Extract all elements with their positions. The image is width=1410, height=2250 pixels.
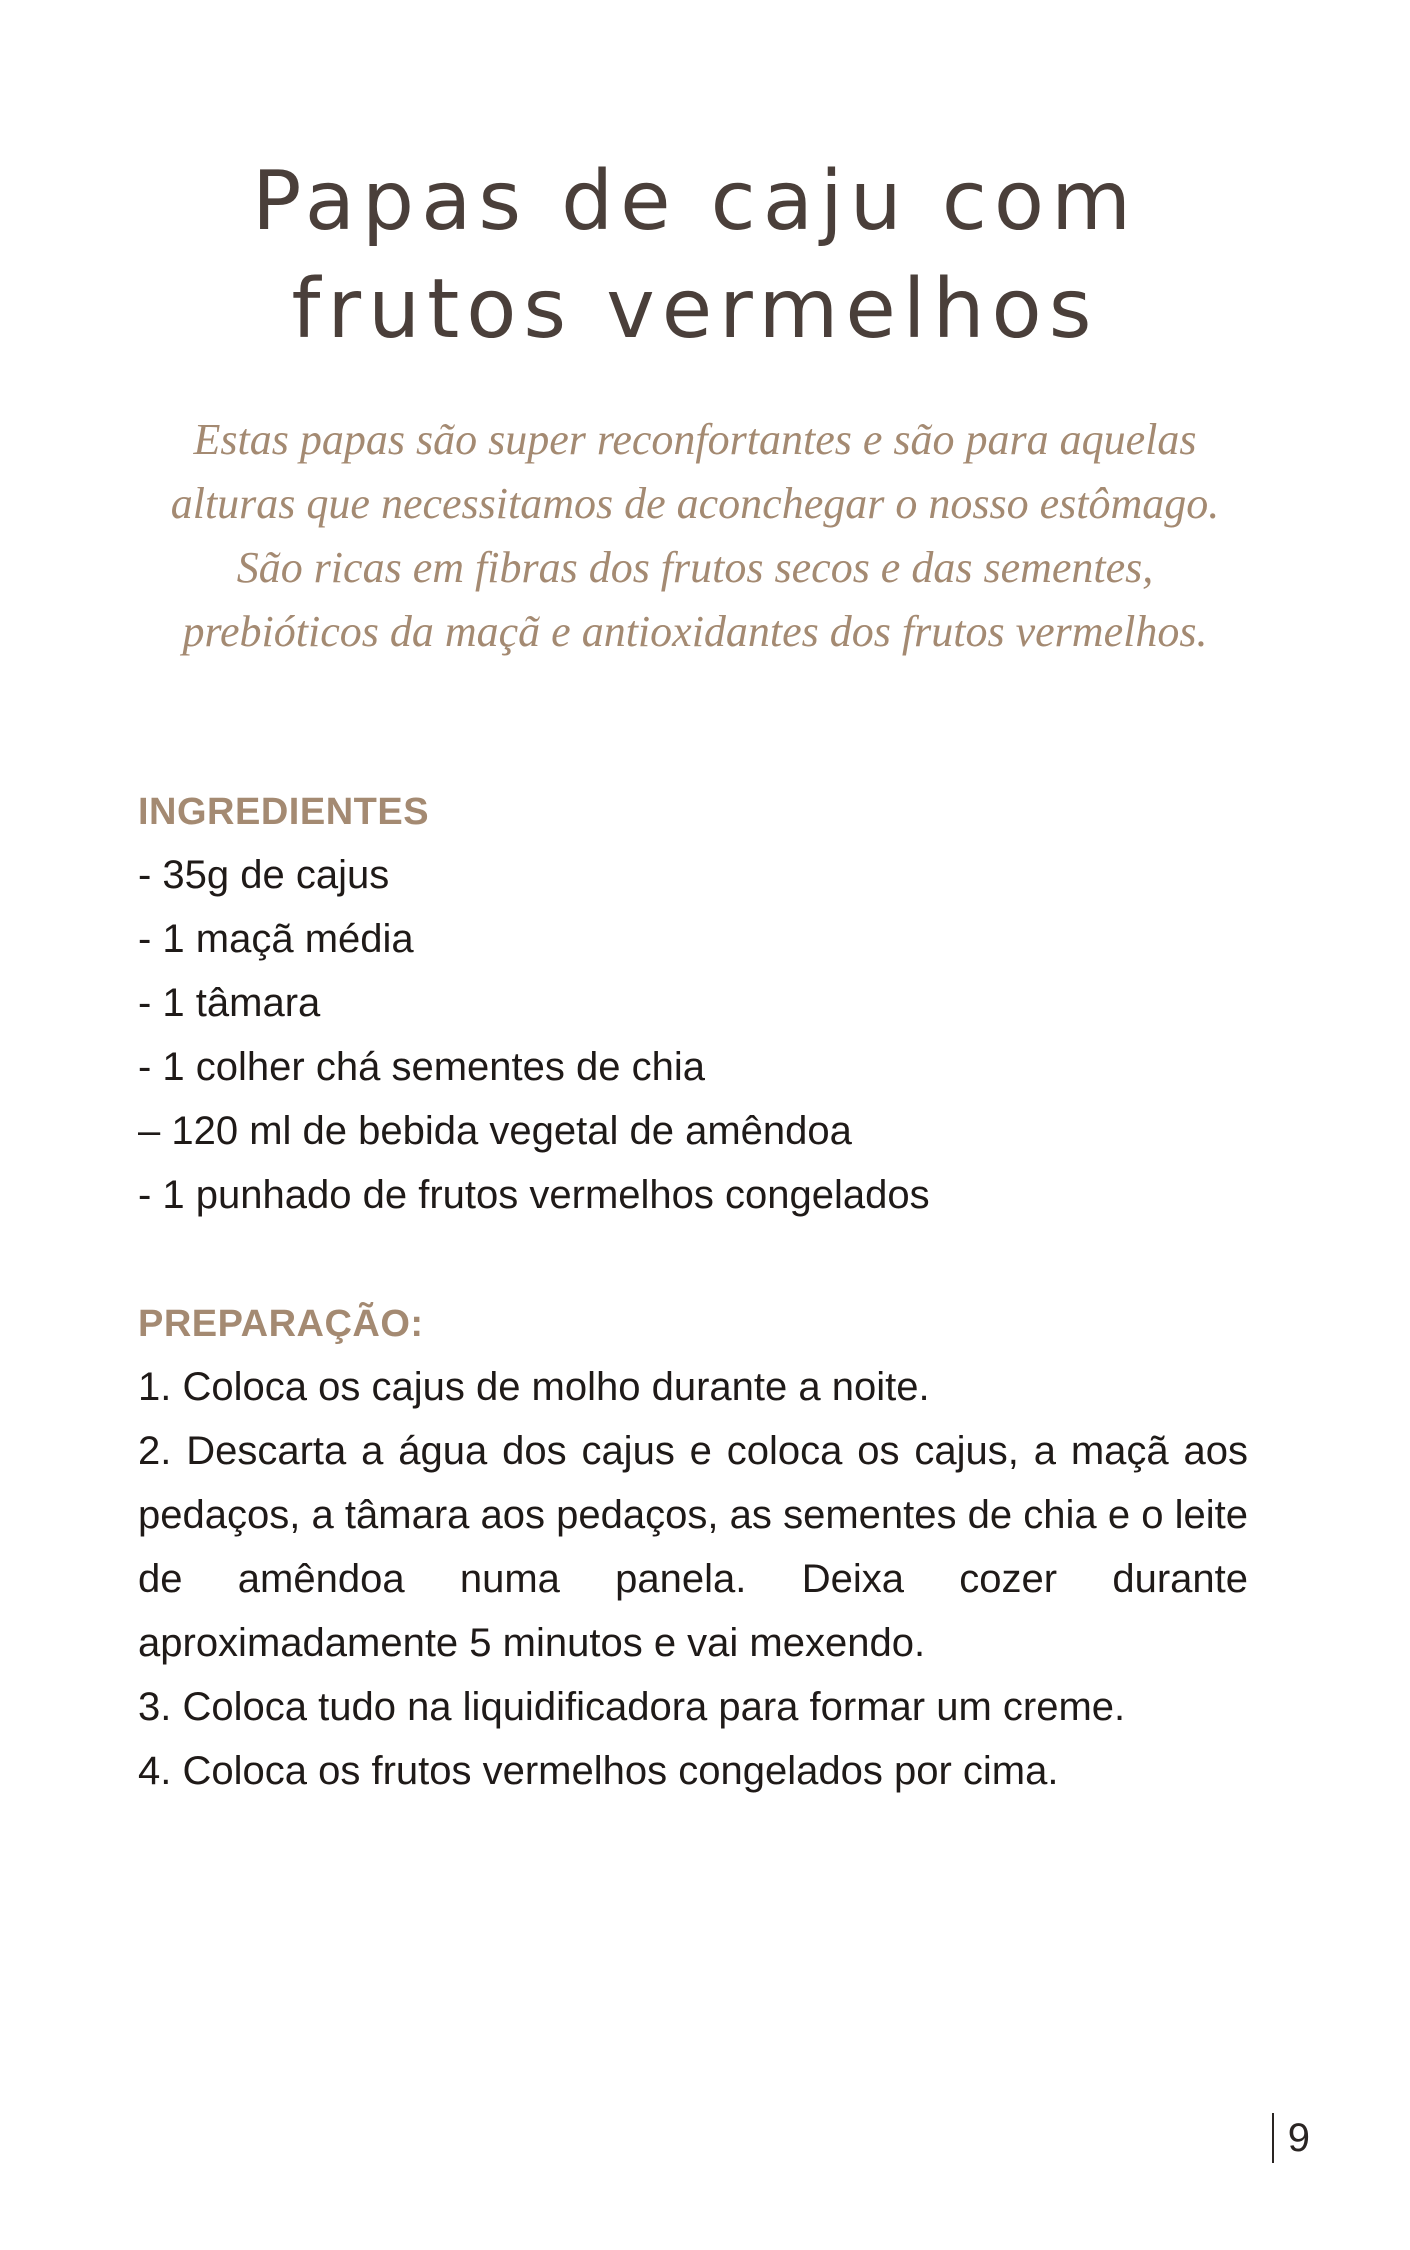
preparation-heading: PREPARAÇÃO: [138,1303,424,1345]
ingredient-item: - 35g de cajus [138,853,390,897]
preparation-step: 3. Coloca tudo na liquidificadora para formar um creme. [138,1685,1126,1729]
page-number-value: 9 [1287,2116,1310,2160]
intro-paragraph [110,408,1280,664]
intro-line: São ricas em fibras dos frutos secos e das sementes, [236,543,1154,592]
page-title [0,148,1390,364]
preparation-list [138,1355,1248,1803]
ingredient-item: - 1 punhado de frutos vermelhos congelados [138,1173,930,1217]
preparation-step: 1. Coloca os cajus de molho durante a noite. [138,1365,930,1409]
intro-line: alturas que necessitamos de aconchegar o nosso estômago. [170,479,1220,528]
ingredient-item: - 1 colher chá sementes de chia [138,1045,705,1089]
ingredient-item: - 1 tâmara [138,981,321,1025]
ingredient-item: – 120 ml de bebida vegetal de amêndoa [138,1109,852,1153]
page-number-divider [1272,2113,1274,2163]
intro-line: prebióticos da maçã e antioxidantes dos frutos vermelhos. [182,607,1208,656]
intro-line: Estas papas são super reconfortantes e são para aquelas [193,415,1197,464]
preparation-step: 2. Descarta a água dos cajus e coloca os cajus, a maçã aos pedaços, a tâmara aos pedaços, as sementes de chia e o leite de amêndoa numa panela. Deixa cozer durante aproximadamente 5 minutos e vai mexendo. [138,1429,1248,1665]
title-line-2: frutos vermelhos [291,262,1099,357]
page-number [1272,2110,1310,2166]
ingredient-item: - 1 maçã média [138,917,414,961]
preparation-step: 4. Coloca os frutos vermelhos congelados por cima. [138,1749,1059,1793]
ingredients-list [138,843,1248,1227]
ingredients-heading: INGREDIENTES [138,791,430,833]
title-line-1: Papas de caju com [252,154,1138,249]
